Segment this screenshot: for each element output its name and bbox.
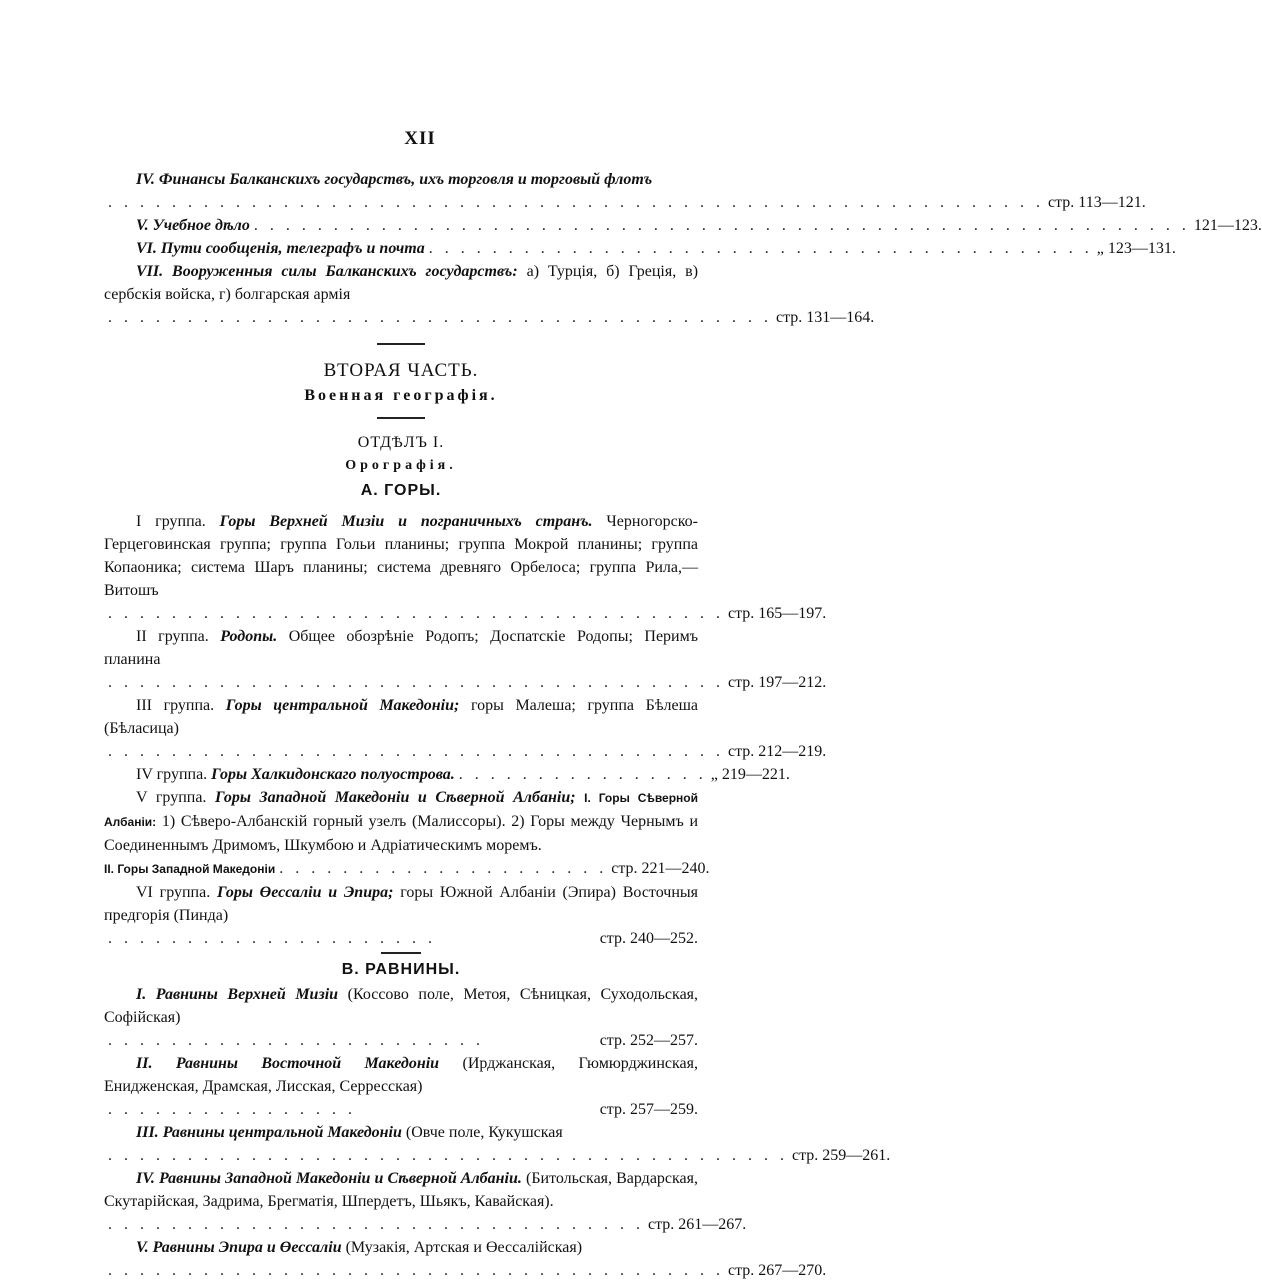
entry-text: (Битольская, Вардарская, Скутарійская, Задрима, Брегматія, Шпердетъ, Шьякъ, Кавайская). [104, 1170, 699, 1210]
toc-entry-v: V. Учебное дѣло . . . . . . . . . . . . . . . . . . . . . . . . . . . . . . . . . . . . . . . . . . . . . . . . . . . . . . . . . . . 121—123. [104, 214, 698, 237]
entry-number: IV. [136, 171, 155, 188]
group-label: III группа. [136, 697, 215, 714]
entry-heading: Равнины Восточной Македоніи [175, 1055, 440, 1072]
toc-entry-group-5 [104, 786, 698, 857]
page-range: стр. 131—164. [776, 309, 875, 326]
entry-text: а) Турція, б) Греція, в) сербскія войска, г) болгарская армія [104, 263, 699, 303]
page-range: стр. 259—261. [792, 1147, 891, 1164]
entry-subheading: I. Горы Сѣверной Албаніи: [104, 791, 699, 829]
entry-heading: Равнины Верхней Мизіи [155, 986, 339, 1003]
entry-text: Черногорско-Герцеговинская группа; группа Гольи планины; группа Мокрой планины; группа Копаоника; система Шаръ планины; система древняго Орбелоса; группа Рила,—Витошъ [104, 513, 699, 599]
entry-heading: Пути сообщенія, телеграфъ и почта [160, 240, 425, 257]
page-range: стр. 252—257. [599, 1032, 698, 1049]
entry-heading: Равнины Эпира и Өессаліи [152, 1239, 342, 1256]
divider [381, 952, 421, 954]
toc-entry-plains-3 [104, 1121, 698, 1144]
subsection-title-plains: В. РАВНИНЫ. [341, 961, 461, 978]
group-label: II группа. [136, 628, 209, 645]
toc-entry-iv [104, 168, 698, 191]
toc-entry-group-6 [104, 881, 698, 927]
toc-entry-plains-1 [104, 983, 698, 1029]
entry-heading: Горы центральной Македоніи; [225, 697, 460, 714]
subsection-title-mountains: А. ГОРЫ. [360, 482, 442, 499]
group-label: IV группа. [136, 766, 208, 783]
toc-entry-plains-2 [104, 1052, 698, 1098]
page-range: „ 219—221. [710, 766, 790, 783]
entry-heading: Финансы Балканскихъ государствъ, ихъ торговля и торговый флотъ [158, 171, 653, 188]
entry-heading: Родопы. [220, 628, 278, 645]
page-range: стр. 221—240. [611, 860, 710, 877]
entry-heading: Равнины Западной Македоніи и Сѣверной Албаніи. [158, 1170, 522, 1187]
entry-subheading: II. Горы Западной Македоніи [104, 862, 276, 876]
entry-heading: Учебное дѣло [152, 217, 250, 234]
entry-text: (Коссово поле, Метоя, Сѣницкая, Суходольская, Софійская) [104, 986, 699, 1026]
toc-entry-vii [104, 260, 698, 306]
entry-number: I. [136, 986, 147, 1003]
group-label: V группа. [136, 789, 207, 806]
page-range: стр. 261—267. [648, 1216, 747, 1233]
page-range: стр. 212—219. [728, 743, 827, 760]
group-label: VI группа. [136, 884, 211, 901]
toc-entry-group-4: IV группа. Горы Халкидонскаго полуострова. . . . . . . . . . . . . . . . . „ 219—221. [104, 763, 698, 786]
toc-entry-vi: VI. Пути сообщенія, телеграфъ и почта . . . . . . . . . . . . . . . . . . . . . . . . . . . . . . . . . . . . . . . . . . „ 123—131. [104, 237, 698, 260]
toc-entry-group-3 [104, 694, 698, 740]
section-title: ОТДѢЛЪ I. [357, 434, 445, 451]
page-range: стр. 257—259. [599, 1101, 698, 1118]
page-range: стр. 267—270. [728, 1262, 827, 1279]
entry-heading: Горы Верхней Мизіи и пограничныхъ странъ. [219, 513, 593, 530]
entry-text: Общее обозрѣніе Родопъ; Доспатскіе Родопы; Перимъ планина [104, 628, 699, 668]
toc-entry-group-1 [104, 510, 698, 602]
entry-number: VI. [136, 240, 157, 257]
page-range: 121—123. [1193, 217, 1262, 234]
table-of-contents: IV. Финансы Балканскихъ государствъ, ихъ торговля и торговый флотъ . . . . . . . . . . . . . . . . . . . . . . . . . . . . . . . . . . . . . . . . . . . . . . . . . . . . . . . . . . . стр. 113—121. V. Учебное дѣло . . . . . . . . . . . . . . . . . . . . . . . . . . . . . . . . . . . . . . . . . . . . . . . . . . . . . . . . . . . 121—123. VI. Пути сообщенія, телеграфъ и почта . . . . . . . . . . . . . . . . . . . . . . . . . . . . . . . . . . . . . . . . . . „ 123—131. VII. Вооруженныя силы Балканскихъ государствъ: а) Турція, б) Греція, в) сербскія войска, г) болгарская армія . . . . . . . . . . . . . . . . . . . . . . . . . . . . . . . . . . . . . . . . . . стр. 131—164. ВТОРАЯ ЧАСТЬ. Военная географія. ОТДѢЛЪ I. Орографія. А. ГОРЫ. I группа. Горы Верхней Мизіи и пограничныхъ странъ. Черногорско-Герцеговинская группа; группа Гольи планины; группа Мокрой планины; группа Копаоника; система Шаръ планины; система древняго Орбелоса; группа Рила,—Витошъ . . . . . . . . . . . . . . . . . . . . . . . . . . . . . . . . . . . . . . . стр. 165—197. II группа. Родопы. Общее обозрѣніе Родопъ; Доспатскіе Родопы; Перимъ планина . . . . . . . . . . . . . . . . . . . . . . . . . . . . . . . . . . . . . . . стр. 197—212. III группа. Горы центральной Македоніи; горы Малеша; группа Бѣлеша (Бѣласица) . . . . . . . . . . . . . . . . . . . . . . . . . . . . . . . . . . . . . . . стр. 212—219. IV группа. Горы Халкидонскаго полуострова. . . . . . . . . . . . . . . . . „ 219—221. V группа. Горы Западной Македоніи и Сѣверной Албаніи; I. Горы Сѣверной Албаніи: 1) Сѣверо-Албанскій горный узелъ (Малиссоры). 2) Горы между Чернымъ и Соединеннымъ Дримомъ, Шкумбою и Адріатическимъ моремъ. II. Горы Западной Македоніи . . . . . . . . . . . . . . . . . . . . . стр. 221—240. VI группа. Горы Өессаліи и Эпира; горы Южной Албаніи (Эпира) Восточныя предгорія (Пинда) . . . . . . . . . . . . . . . . . . . . . стр. 240—252. В. РАВНИНЫ. I. Равнины Верхней Мизіи (Коссово поле, Метоя, Сѣницкая, Суходольская, Софійская) . . . . . . . . . . . . . . . . . . . . . . . . стр. 252—257. II. Равнины Восточной Македоніи (Ирджанская, Гюмюрджинская, Енидженская, Драмская, Лисская, Серресская) . . . . . . . . . . . . . . . . стр. 257—259. III. Равнины центральной Македоніи (Овче поле, Кукушская . . . . . . . . . . . . . . . . . . . . . . . . . . . . . . . . . . . . . . . . . . . стр. 259—261. IV. Равнины Западной Македоніи и Сѣверной Албаніи. (Битольская, Вардарская, Скутарійская, Задрима, Брегматія, Шпердетъ, Шьякъ, Кавайская). . . . . . . . . . . . . . . . . . . . . . . . . . . . . . . . . . . стр. 261—267. V. Равнины Эпира и Өессаліи (Музакія, Артская и Өессалійская) . . . . . . . . . . . . . . . . . . . . . . . . . . . . . . . . . . . . . . . стр. 267—270. [104, 168, 698, 1282]
entry-number: II. [136, 1055, 153, 1072]
entry-heading: Горы Западной Македоніи и Сѣверной Албаніи; [215, 789, 576, 806]
entry-number: III. [136, 1124, 159, 1141]
page-range: „ 123—131. [1096, 240, 1176, 257]
toc-entry-iv-pages-line: . . . . . . . . . . . . . . . . . . . . . . . . . . . . . . . . . . . . . . . . . . . . . . . . . . . . . . . . . . . стр. 113—121. [104, 191, 698, 214]
entry-number: IV. [136, 1170, 155, 1187]
entry-text: (Овче поле, Кукушская [405, 1124, 563, 1141]
entry-heading: Горы Өессаліи и Эпира; [216, 884, 394, 901]
entry-text: (Музакія, Артская и Өессалійская) [345, 1239, 583, 1256]
entry-text: 1) Сѣверо-Албанскій горный узелъ (Малиссоры). 2) Горы между Чернымъ и Соединеннымъ Дримомъ, Шкумбою и Адріатическимъ моремъ. [104, 813, 698, 854]
part-title: ВТОРАЯ ЧАСТЬ. [323, 360, 479, 381]
page-number: XII [404, 128, 436, 149]
entry-text: горы Южной Албаніи (Эпира) Восточныя предгорія (Пинда) [104, 884, 699, 924]
entry-number: VII. [136, 263, 164, 280]
entry-heading: Вооруженныя силы Балканскихъ государствъ: [172, 263, 518, 280]
divider [377, 417, 425, 419]
group-label: I группа. [136, 513, 206, 530]
toc-entry-group-2 [104, 625, 698, 671]
toc-entry-plains-5 [104, 1236, 698, 1259]
entry-text: (Ирджанская, Гюмюрджинская, Енидженская, Драмская, Лисская, Серресская) [104, 1055, 699, 1095]
entry-text: горы Малеша; группа Бѣлеша (Бѣласица) [104, 697, 699, 737]
part-subtitle: Военная географія. [304, 387, 498, 404]
page-range: стр. 165—197. [728, 605, 827, 622]
entry-number: V. [136, 217, 149, 234]
toc-entry-plains-4 [104, 1167, 698, 1213]
entry-number: V. [136, 1239, 149, 1256]
toc-entry-vii-pages-line: . . . . . . . . . . . . . . . . . . . . . . . . . . . . . . . . . . . . . . . . . . стр. 131—164. [104, 306, 698, 329]
page-range: стр. 113—121. [1048, 194, 1146, 211]
page-range: стр. 240—252. [599, 930, 698, 947]
section-subtitle: Орографія. [345, 458, 457, 473]
divider [377, 343, 425, 345]
entry-heading: Равнины центральной Македоніи [162, 1124, 402, 1141]
page-range: стр. 197—212. [728, 674, 827, 691]
entry-heading: Горы Халкидонскаго полуострова. [211, 766, 455, 783]
